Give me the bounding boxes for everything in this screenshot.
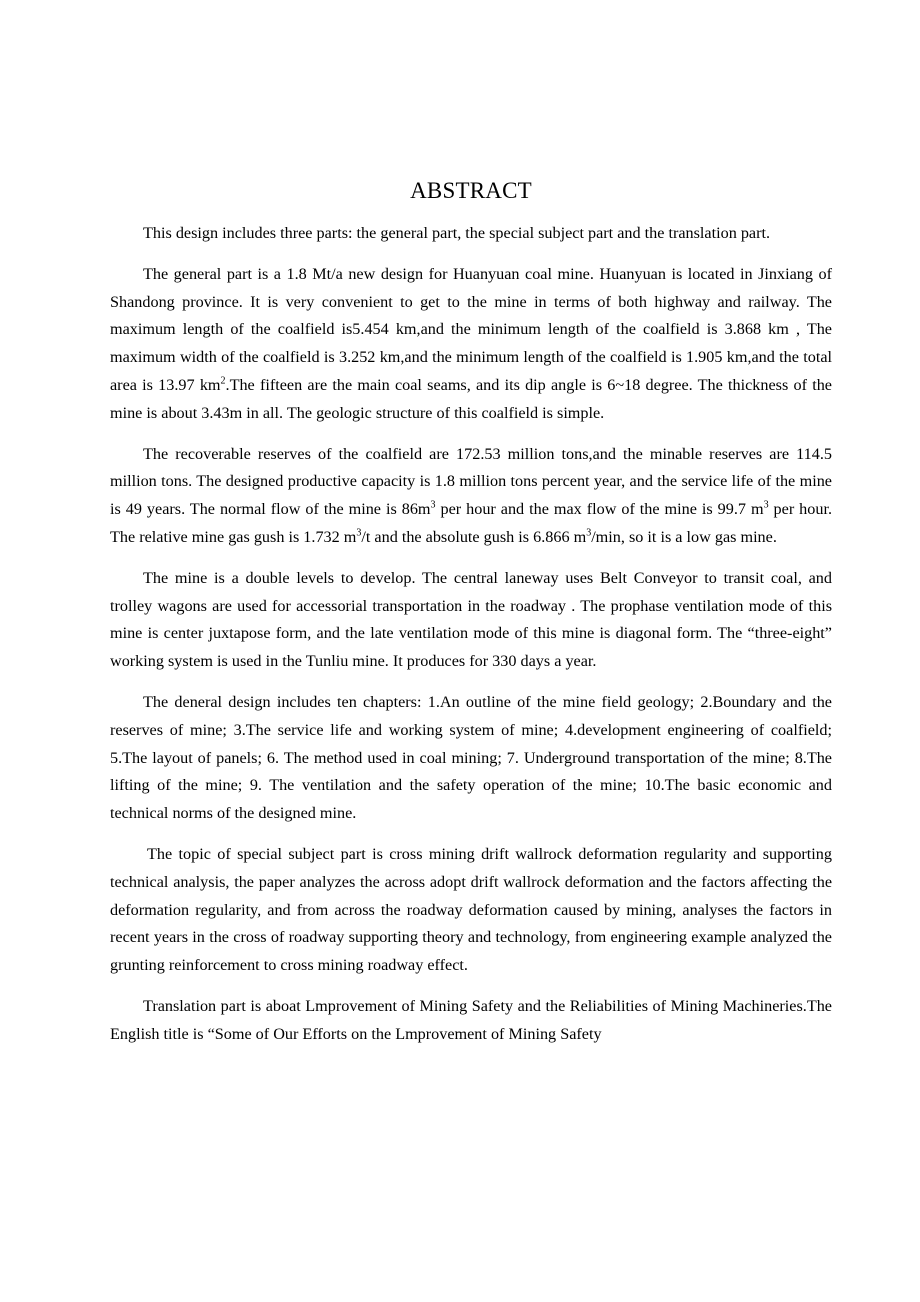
superscript: 3 [430,499,436,511]
paragraph-general-part: The general part is a 1.8 Mt/a new design for Huanyuan coal mine. Huanyuan is located in Jinxiang of Shandong province. It is very convenient to get to the mine in terms of both highway and railway. The maximum length of the coalfield is5.454 km,and the minimum length of the coalfield is 3.868 km , The maximum width of the coalfield is 3.252 km,and the minimum length of the coalfield is 1.905 km,and the total area is 13.97 $km^2.The$ fifteen are the main coal seams, and its dip angle is 6~18 degree. The thickness of the mine is about 3.43m in all. The geologic structure of this coalfield is simple. [110,264,832,422]
paragraph-reserves: The recoverable reserves of the coalfield are 172.53 million tons,and the minable reserves are 114.5 million tons. The designed productive capacity is 1.8 million tons percent year, and the service life of the mine is 49 years. The normal flow of the mine is $86m^3$ per hour and the max flow of the mine is 99.7 $m^3$ per hour. The relative mine gas gush is 1.732 $m^3/t$ and the absolute gush is 6.866 $m^3/\min$, so it is a low gas mine. [110,444,833,546]
abstract-title: ABSTRACT [410,178,532,203]
paragraph-translation: Translation part is aboat Lmprovement of Mining Safety and the Reliabilities of Mining Machineries.The English title is “Some of Our Efforts on the Lmprovement of Mining Safety [110,996,832,1043]
superscript: 2 [220,375,226,387]
paragraph-special-subject: The topic of special subject part is cross mining drift wallrock deformation regularity and supporting technical analysis, the paper analyzes the across adopt drift wallrock deformation and the factors affecting the deformation regularity, and from across the roadway deformation caused by mining, analyses the factors in recent years in the cross of roadway supporting theory and technology, from engineering example analyzed the grunting reinforcement to cross mining roadway effect. [110,844,832,975]
superscript: 3 [763,499,769,511]
paragraph-chapters: The deneral design includes ten chapters: 1.An outline of the mine field geology; 2.Boundary and the reserves of mine; 3.The service life and working system of mine; 4.development engineering of coalfield; 5.The layout of panels; 6. The method used in coal mining; 7. Underground transportation of the mine; 8.The lifting of the mine; 9. The ventilation and the safety operation of the mine; 10.The basic economic and technical norms of the designed mine. [110,692,832,823]
superscript: 3 [586,527,592,539]
document-page [110,176,832,1062]
paragraph-intro: This design includes three parts: the general part, the special subject part and the translation part. [143,224,771,242]
paragraph-development: The mine is a double levels to develop. The central laneway uses Belt Conveyor to transit coal, and trolley wagons are used for accessorial transportation in the roadway . The prophase ventilation mode of this mine is center juxtapose form, and the late ventilation mode of this mine is diagonal form. The “three-eight” working system is used in the Tunliu mine. It produces for 330 days a year. [110,568,832,671]
superscript: 3 [356,527,362,539]
